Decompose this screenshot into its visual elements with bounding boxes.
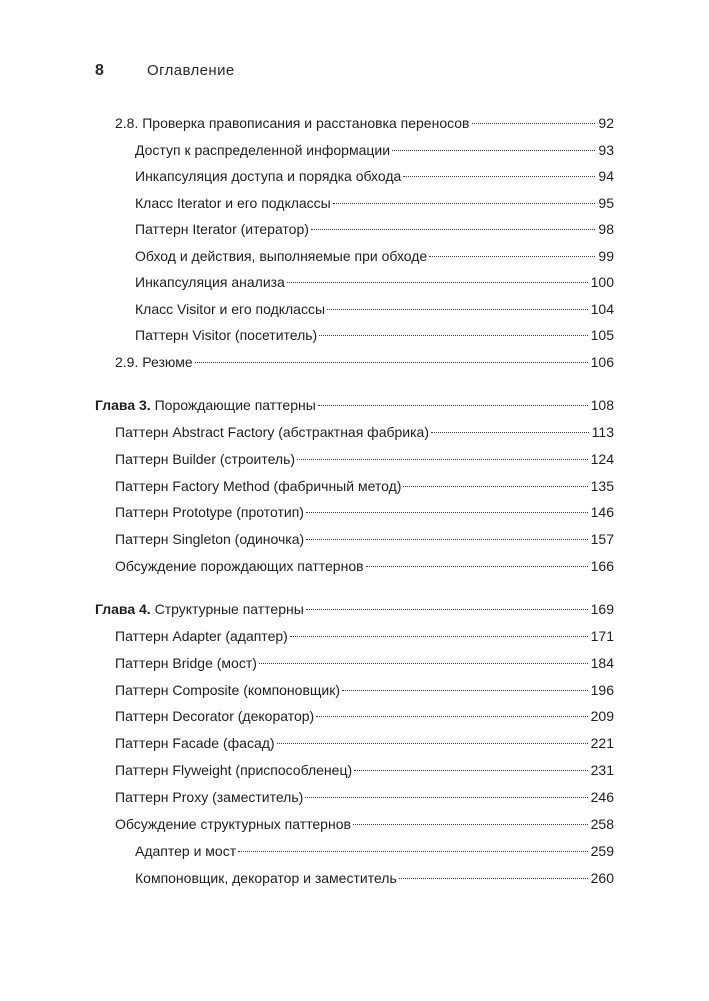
toc-entry-title (115, 733, 275, 753)
dot-leader (277, 743, 588, 744)
entry-title-text: Паттерн Adapter (адаптер) (115, 628, 288, 644)
toc-page-number: 259 (590, 843, 614, 859)
dot-leader (429, 256, 595, 257)
toc-entry-title (115, 760, 352, 780)
entry-title-text: Паттерн Builder (строитель) (115, 451, 296, 467)
toc-entry (135, 193, 614, 213)
toc-entry-title (135, 299, 325, 319)
toc-page-number: 157 (590, 531, 614, 547)
toc-entry (135, 299, 614, 319)
toc-entry-title (115, 449, 295, 469)
toc-entry (115, 653, 614, 673)
chapter-label: Глава 4. (95, 601, 151, 617)
toc-entry (135, 841, 614, 861)
toc-entry-title (115, 814, 351, 834)
dot-leader (472, 123, 596, 124)
toc-entry-title (135, 868, 397, 888)
toc-page-number: 135 (590, 478, 614, 494)
toc-entry (135, 868, 614, 888)
toc-page-number: 221 (590, 735, 614, 751)
toc-page-number: 260 (590, 870, 614, 886)
toc-page-number: 99 (598, 248, 614, 264)
entry-title-text: Паттерн Flyweight (приспособленец) (115, 762, 353, 778)
toc-entry (115, 626, 614, 646)
dot-leader (392, 150, 595, 151)
toc-entry (115, 556, 614, 576)
toc-page-number: 246 (590, 789, 614, 805)
entry-title-text: Порождающие паттерны (150, 397, 316, 413)
toc-page-number: 92 (598, 115, 614, 131)
dot-leader (366, 566, 588, 567)
dot-leader (306, 512, 588, 513)
toc-page-number: 95 (598, 195, 614, 211)
toc-entry (135, 325, 614, 345)
toc-entry-title (115, 653, 257, 673)
toc-entry-title (115, 502, 304, 522)
dot-leader (399, 878, 588, 879)
entry-title-text: Паттерн Prototype (прототип) (115, 504, 304, 520)
entry-title-text: Обход и действия, выполняемые при обходе (135, 248, 428, 264)
toc-page-number: 169 (590, 601, 614, 617)
entry-title-text: Паттерн Composite (компоновщик) (115, 682, 341, 698)
toc-entry-title (135, 272, 285, 292)
toc-entry-title (135, 219, 309, 239)
entry-title-text: 2.8. Проверка правописания и расстановка переносов (115, 115, 470, 131)
toc-page-number: 108 (590, 397, 614, 413)
toc-entry-title (115, 113, 470, 133)
running-title: Оглавление (147, 62, 235, 79)
entry-title-text: Адаптер и мост (135, 843, 237, 859)
toc-entry (115, 787, 614, 807)
toc-entry-title (95, 395, 316, 415)
entry-title-text: Паттерн Proxy (заместитель) (115, 789, 304, 805)
toc-entry-title (115, 476, 401, 496)
toc-entry-title (135, 841, 236, 861)
dot-leader (311, 229, 596, 230)
dot-leader (290, 636, 588, 637)
toc-entry (115, 733, 614, 753)
toc-entry-title (115, 422, 429, 442)
dot-leader (306, 609, 588, 610)
dot-leader (305, 797, 587, 798)
chapter-label: Глава 3. (95, 397, 151, 413)
toc-page-number: 93 (598, 142, 614, 158)
toc-entry (115, 449, 614, 469)
entry-title-text: Обсуждение структурных паттернов (115, 816, 351, 832)
entry-title-text: Паттерн Abstract Factory (абстрактная фабрика) (115, 424, 429, 440)
entry-title-text: Паттерн Singleton (одиночка) (115, 531, 305, 547)
toc-entry-title (135, 166, 401, 186)
toc-page-number: 113 (591, 424, 614, 440)
toc-entry-title (135, 140, 390, 160)
toc-page-number: 196 (590, 682, 614, 698)
toc-entry (135, 246, 614, 266)
dot-leader (353, 824, 588, 825)
toc-entry-title (115, 680, 340, 700)
toc-entry-title (115, 787, 303, 807)
toc-entry (135, 140, 614, 160)
toc-entry (115, 422, 614, 442)
dot-leader (318, 405, 588, 406)
dot-leader (342, 690, 588, 691)
toc-entry-title (115, 529, 304, 549)
entry-title-text: Структурные паттерны (150, 601, 304, 617)
entry-title-text: Паттерн Bridge (мост) (115, 655, 257, 671)
toc-entry (115, 502, 614, 522)
page-number: 8 (95, 62, 104, 79)
toc-page-number: 106 (590, 354, 614, 370)
entry-title-text: Паттерн Iterator (итератор) (135, 221, 309, 237)
toc-entry (115, 113, 614, 133)
dot-leader (297, 459, 588, 460)
toc-entry (115, 680, 614, 700)
toc-page-number: 100 (590, 274, 614, 290)
entry-title-text: Обсуждение порождающих паттернов (115, 558, 364, 574)
toc-page-number: 124 (590, 451, 614, 467)
entry-title-text: Паттерн Facade (фасад) (115, 735, 275, 751)
entry-title-text: Паттерн Visitor (посетитель) (135, 327, 318, 343)
entry-title-text: Инкапсуляция доступа и порядка обхода (135, 168, 402, 184)
entry-title-text: Компоновщик, декоратор и заместитель (135, 870, 397, 886)
toc-page-number: 209 (590, 708, 614, 724)
toc-entry-title (95, 599, 304, 619)
toc-entry (115, 706, 614, 726)
dot-leader (431, 432, 589, 433)
toc-entry (135, 166, 614, 186)
toc-page-number: 184 (590, 655, 614, 671)
entry-title-text: Паттерн Factory Method (фабричный метод) (115, 478, 402, 494)
dot-leader (333, 203, 596, 204)
toc-entry (115, 529, 614, 549)
entry-title-text: Класс Iterator и его подклассы (135, 195, 331, 211)
toc-entry-title (115, 556, 364, 576)
dot-leader (319, 335, 587, 336)
toc-page-number: 166 (590, 558, 614, 574)
toc-page-number: 171 (590, 628, 614, 644)
entry-title-text: Паттерн Decorator (декоратор) (115, 708, 315, 724)
toc-entry (115, 760, 614, 780)
toc-page-number: 231 (590, 762, 614, 778)
dot-leader (195, 362, 588, 363)
toc-page-number: 94 (598, 168, 614, 184)
toc-entry-title (115, 706, 314, 726)
toc-entry (115, 352, 614, 372)
toc-entry-title (135, 246, 427, 266)
toc-chapter-entry (95, 395, 614, 415)
toc-entry (135, 272, 614, 292)
toc-page-number: 104 (590, 301, 614, 317)
toc-page-number: 258 (590, 816, 614, 832)
toc-entry-title (115, 626, 288, 646)
toc-entry-title (135, 193, 331, 213)
entry-title-text: Класс Visitor и его подклассы (135, 301, 326, 317)
toc-entry-title (115, 352, 193, 372)
toc-page-number: 105 (590, 327, 614, 343)
entry-title-text: 2.9. Резюме (115, 354, 193, 370)
dot-leader (354, 770, 588, 771)
dot-leader (287, 282, 588, 283)
toc-entry (115, 476, 614, 496)
dot-leader (403, 486, 587, 487)
toc-entry (135, 219, 614, 239)
toc-page-number: 146 (590, 504, 614, 520)
toc-page-number: 98 (598, 221, 614, 237)
dot-leader (316, 716, 587, 717)
toc-entry-title (135, 325, 317, 345)
dot-leader (306, 539, 587, 540)
entry-title-text: Доступ к распределенной информации (135, 142, 391, 158)
dot-leader (327, 309, 588, 310)
toc-chapter-entry (95, 599, 614, 619)
dot-leader (403, 176, 595, 177)
toc-entry (115, 814, 614, 834)
dot-leader (238, 851, 588, 852)
entry-title-text: Инкапсуляция анализа (135, 274, 285, 290)
dot-leader (259, 663, 588, 664)
